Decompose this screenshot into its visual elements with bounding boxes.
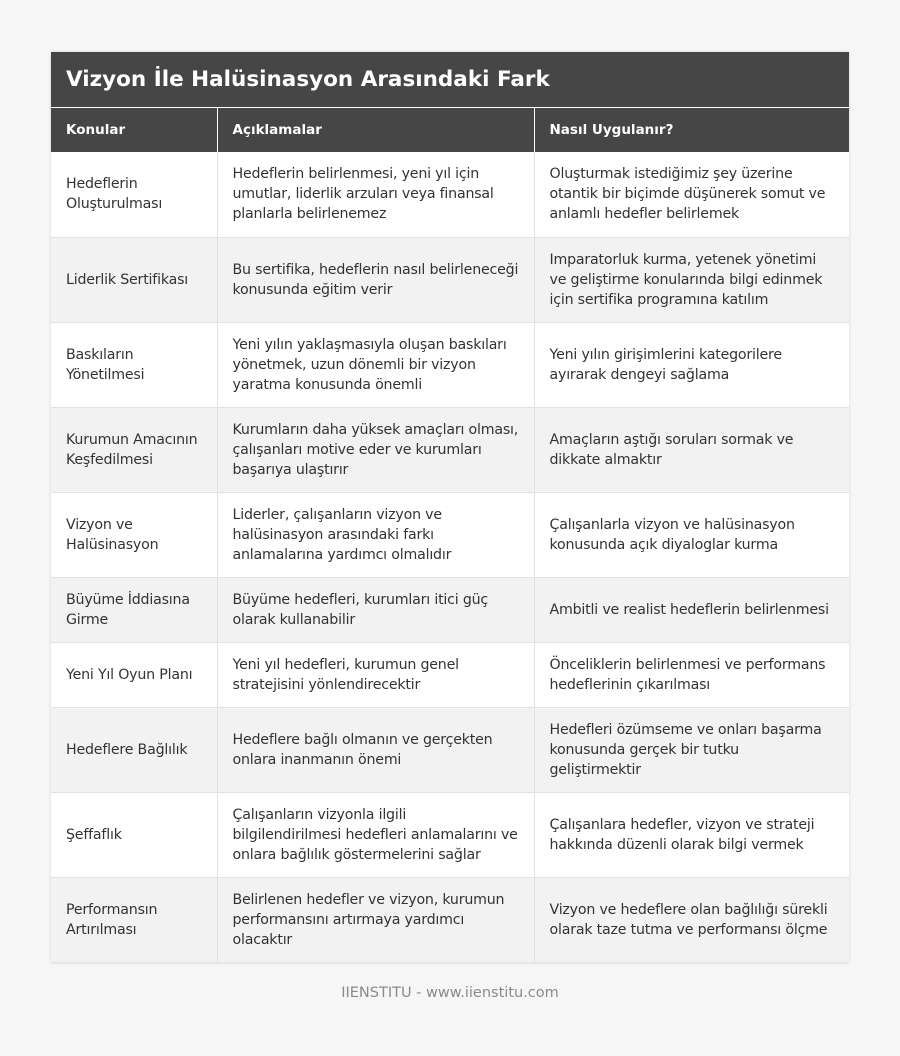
description-cell: Hedeflerin belirlenmesi, yeni yıl için umutlar, liderlik arzuları veya finansal planlarla belirlenemez xyxy=(217,152,534,237)
application-cell: Ambitli ve realist hedeflerin belirlenmesi xyxy=(534,577,849,642)
table-row xyxy=(51,152,849,237)
topic-cell: Hedeflere Bağlılık xyxy=(51,707,217,792)
application-cell: Hedefleri özümseme ve onları başarma konusunda gerçek bir tutku geliştirmektir xyxy=(534,707,849,792)
description-cell: Kurumların daha yüksek amaçları olması, çalışanları motive eder ve kurumları başarıya ulaştırır xyxy=(217,407,534,492)
application-cell: Oluşturmak istediğimiz şey üzerine otantik bir biçimde düşünerek somut ve anlamlı hedefler belirlemek xyxy=(534,152,849,237)
description-cell: Liderler, çalışanların vizyon ve halüsinasyon arasındaki farkı anlamalarına yardımcı olmalıdır xyxy=(217,492,534,577)
table-row xyxy=(51,237,849,322)
topic-cell: Performansın Artırılması xyxy=(51,877,217,962)
application-cell: Önceliklerin belirlenmesi ve performans hedeflerinin çıkarılması xyxy=(534,642,849,707)
topic-cell: Hedeflerin Oluşturulması xyxy=(51,152,217,237)
application-cell: Imparatorluk kurma, yetenek yönetimi ve geliştirme konularında bilgi edinmek için sertifika programına katılım xyxy=(534,237,849,322)
column-header-how-to-apply: Nasıl Uygulanır? xyxy=(534,108,849,152)
table-title: Vizyon İle Halüsinasyon Arasındaki Fark xyxy=(51,52,849,108)
table-row xyxy=(51,322,849,407)
table-row xyxy=(51,577,849,642)
description-cell: Bu sertifika, hedeflerin nasıl belirleneceği konusunda eğitim verir xyxy=(217,237,534,322)
topic-cell: Kurumun Amacının Keşfedilmesi xyxy=(51,407,217,492)
application-cell: Yeni yılın girişimlerini kategorilere ayırarak dengeyi sağlama xyxy=(534,322,849,407)
header-row xyxy=(51,108,849,152)
description-cell: Belirlenen hedefler ve vizyon, kurumun performansını artırmaya yardımcı olacaktır xyxy=(217,877,534,962)
application-cell: Vizyon ve hedeflere olan bağlılığı sürekli olarak taze tutma ve performansı ölçme xyxy=(534,877,849,962)
topic-cell: Büyüme İddiasına Girme xyxy=(51,577,217,642)
description-cell: Yeni yılın yaklaşmasıyla oluşan baskıları yönetmek, uzun dönemli bir vizyon yaratma konusunda önemli xyxy=(217,322,534,407)
topic-cell: Baskıların Yönetilmesi xyxy=(51,322,217,407)
table-row xyxy=(51,407,849,492)
description-cell: Büyüme hedefleri, kurumları itici güç olarak kullanabilir xyxy=(217,577,534,642)
application-cell: Çalışanlarla vizyon ve halüsinasyon konusunda açık diyaloglar kurma xyxy=(534,492,849,577)
topic-cell: Vizyon ve Halüsinasyon xyxy=(51,492,217,577)
application-cell: Çalışanlara hedefler, vizyon ve strateji hakkında düzenli olarak bilgi vermek xyxy=(534,792,849,877)
table-row xyxy=(51,792,849,877)
table-row xyxy=(51,642,849,707)
description-cell: Çalışanların vizyonla ilgili bilgilendirilmesi hedefleri anlamalarını ve onlara bağlılık göstermelerini sağlar xyxy=(217,792,534,877)
topic-cell: Liderlik Sertifikası xyxy=(51,237,217,322)
application-cell: Amaçların aştığı soruları sormak ve dikkate almaktır xyxy=(534,407,849,492)
table-row xyxy=(51,707,849,792)
column-header-descriptions: Açıklamalar xyxy=(217,108,534,152)
comparison-table xyxy=(51,108,849,963)
description-cell: Yeni yıl hedefleri, kurumun genel stratejisini yönlendirecektir xyxy=(217,642,534,707)
table-card xyxy=(51,52,849,963)
topic-cell: Yeni Yıl Oyun Planı xyxy=(51,642,217,707)
topic-cell: Şeffaflık xyxy=(51,792,217,877)
table-row xyxy=(51,877,849,962)
description-cell: Hedeflere bağlı olmanın ve gerçekten onlara inanmanın önemi xyxy=(217,707,534,792)
table-row xyxy=(51,492,849,577)
column-header-topics: Konular xyxy=(51,108,217,152)
footer-credit: IIENSTITU - www.iienstitu.com xyxy=(341,985,559,1001)
